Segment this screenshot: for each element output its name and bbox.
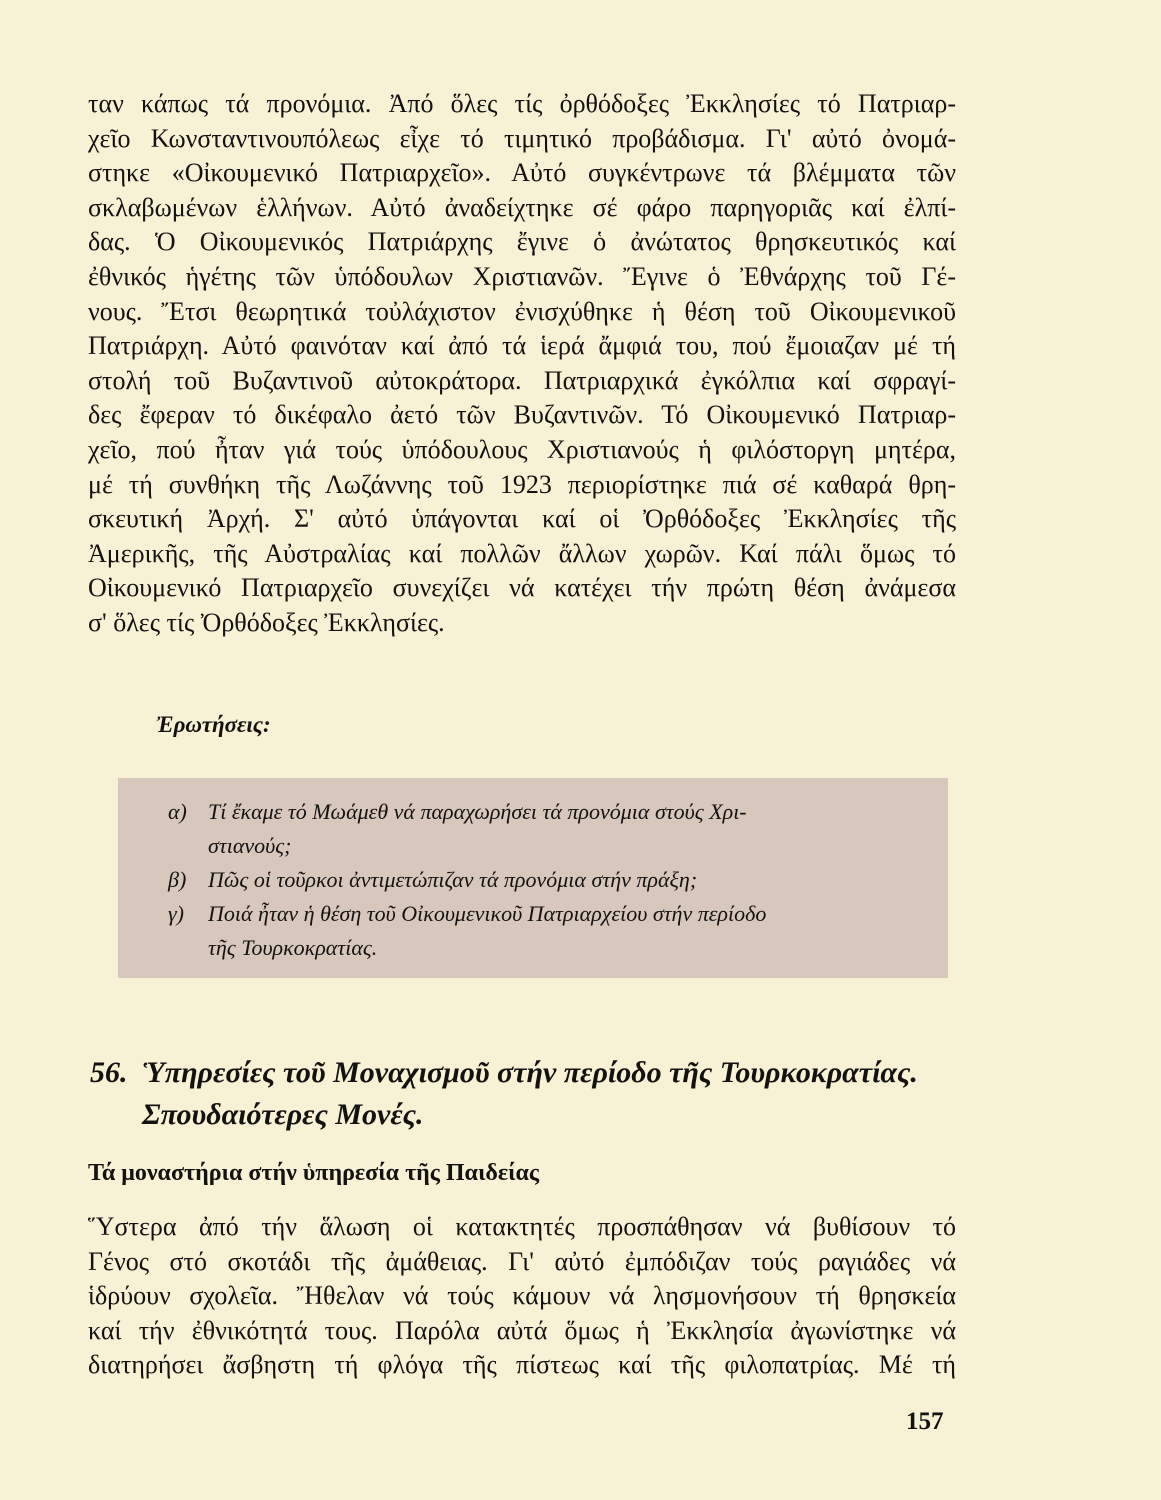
- closing-paragraph: [88, 1210, 956, 1383]
- intro-line: δες ἔφεραν τό δικέφαλο ἀετό τῶν Βυζαντινῶν. Τό Οἰκουμενικό Πατριαρ-: [88, 400, 956, 430]
- question-label: γ): [168, 901, 184, 926]
- questions-title: Ἐρωτήσεις:: [156, 712, 271, 737]
- intro-line: σ' ὅλες τίς Ὀρθόδοξες Ἐκκλησίες.: [88, 607, 445, 637]
- question-label: α): [168, 799, 187, 824]
- page-number: 157: [906, 1408, 944, 1435]
- question-line: Τί ἔκαμε τό Μωάμεθ νά παραχωρήσει τά προνόμια στούς Χρι-: [208, 799, 747, 824]
- section-title-line2: Σπουδαιότερες Μονές.: [142, 1098, 424, 1131]
- intro-line: νους. Ἔτσι θεωρητικά τοὐλάχιστον ἐνισχύθηκε ἡ θέση τοῦ Οἰκουμενικοῦ: [88, 296, 956, 326]
- question-line: τῆς Τουρκοκρατίας.: [208, 935, 378, 960]
- question-line: Πῶς οἱ τοῦρκοι ἀντιμετώπιζαν τά προνόμια στήν πράξη;: [208, 867, 698, 892]
- intro-line: Οἰκουμενικό Πατριαρχεῖο συνεχίζει νά κατέχει τήν πρώτη θέση ἀνάμεσα: [88, 573, 956, 603]
- question-item: [168, 863, 908, 897]
- closing-line: ἱδρύουν σχολεῖα. Ἤθελαν νά τούς κάμουν νά λησμονήσουν τή θρησκεία: [88, 1281, 956, 1311]
- intro-line: χεῖο, πού ἦταν γιά τούς ὑπόδουλους Χριστιανούς ἡ φιλόστοργη μητέρα,: [88, 434, 956, 464]
- intro-line: δας. Ὁ Οἰκουμενικός Πατριάρχης ἔγινε ὁ ἀνώτατος θρησκευτικός καί: [88, 227, 956, 257]
- question-label: β): [168, 867, 187, 892]
- question-text: [208, 863, 908, 897]
- section-number: 56.: [90, 1056, 128, 1089]
- intro-line: στολή τοῦ Βυζαντινοῦ αὐτοκράτορα. Πατριαρχικά ἐγκόλπια καί σφραγί-: [88, 365, 956, 395]
- section-heading: [90, 1052, 990, 1136]
- subheading: Τά μοναστήρια στήν ὑπηρεσία τῆς Παιδείας: [88, 1160, 540, 1186]
- question-text: [208, 795, 908, 863]
- section-title-line1: Ὑπηρεσίες τοῦ Μοναχισμοῦ στήν περίοδο τῆς Τουρκοκρατίας.: [142, 1056, 918, 1089]
- intro-line: Ἀμερικῆς, τῆς Αὐστραλίας καί πολλῶν ἄλλων χωρῶν. Καί πάλι ὅμως τό: [88, 538, 956, 568]
- question-item: [168, 795, 908, 863]
- closing-line: Ὕστερα ἀπό τήν ἅλωση οἱ κατακτητές προσπάθησαν νά βυθίσουν τό: [88, 1212, 956, 1241]
- closing-line: καί τήν ἐθνικότητά τους. Παρόλα αὐτά ὅμως ἡ Ἐκκλησία ἀγωνίστηκε νά: [88, 1315, 956, 1345]
- intro-line: ταν κάπως τά προνόμια. Ἀπό ὅλες τίς ὀρθόδοξες Ἐκκλησίες τό Πατριαρ-: [88, 89, 956, 118]
- intro-line: μέ τή συνθήκη τῆς Λωζάννης τοῦ 1923 περιορίστηκε πιά σέ καθαρά θρη-: [88, 469, 956, 499]
- question-line: στιανούς;: [208, 833, 292, 858]
- questions-list: [168, 795, 908, 965]
- question-item: [168, 897, 908, 965]
- intro-line: στηκε «Οἰκουμενικό Πατριαρχεῖο». Αὐτό συγκέντρωνε τά βλέμματα τῶν: [88, 158, 956, 188]
- intro-paragraph: [88, 87, 956, 641]
- question-text: [208, 897, 908, 965]
- question-line: Ποιά ἦταν ἡ θέση τοῦ Οἰκουμενικοῦ Πατριαρχείου στήν περίοδο: [208, 901, 767, 926]
- intro-line: σκλαβωμένων ἑλλήνων. Αὐτό ἀναδείχτηκε σέ φάρο παρηγοριᾶς καί ἐλπί-: [88, 192, 956, 222]
- intro-line: ἐθνικός ἡγέτης τῶν ὑπόδουλων Χριστιανῶν. Ἔγινε ὁ Ἐθνάρχης τοῦ Γέ-: [88, 261, 956, 291]
- closing-line: Γένος στό σκοτάδι τῆς ἀμάθειας. Γι' αὐτό ἐμπόδιζαν τούς ραγιάδες νά: [88, 1246, 956, 1276]
- closing-line: διατηρήσει ἄσβηστη τή φλόγα τῆς πίστεως καί τῆς φιλοπατρίας. Μέ τή: [88, 1350, 956, 1380]
- intro-line: Πατριάρχη. Αὐτό φαινόταν καί ἀπό τά ἱερά ἄμφιά του, πού ἔμοιαζαν μέ τή: [88, 331, 956, 361]
- intro-line: χεῖο Κωνσταντινουπόλεως εἶχε τό τιμητικό προβάδισμα. Γι' αὐτό ὀνομά-: [88, 123, 956, 153]
- intro-line: σκευτική Ἀρχή. Σ' αὐτό ὑπάγονται καί οἱ Ὀρθόδοξες Ἐκκλησίες τῆς: [88, 504, 956, 534]
